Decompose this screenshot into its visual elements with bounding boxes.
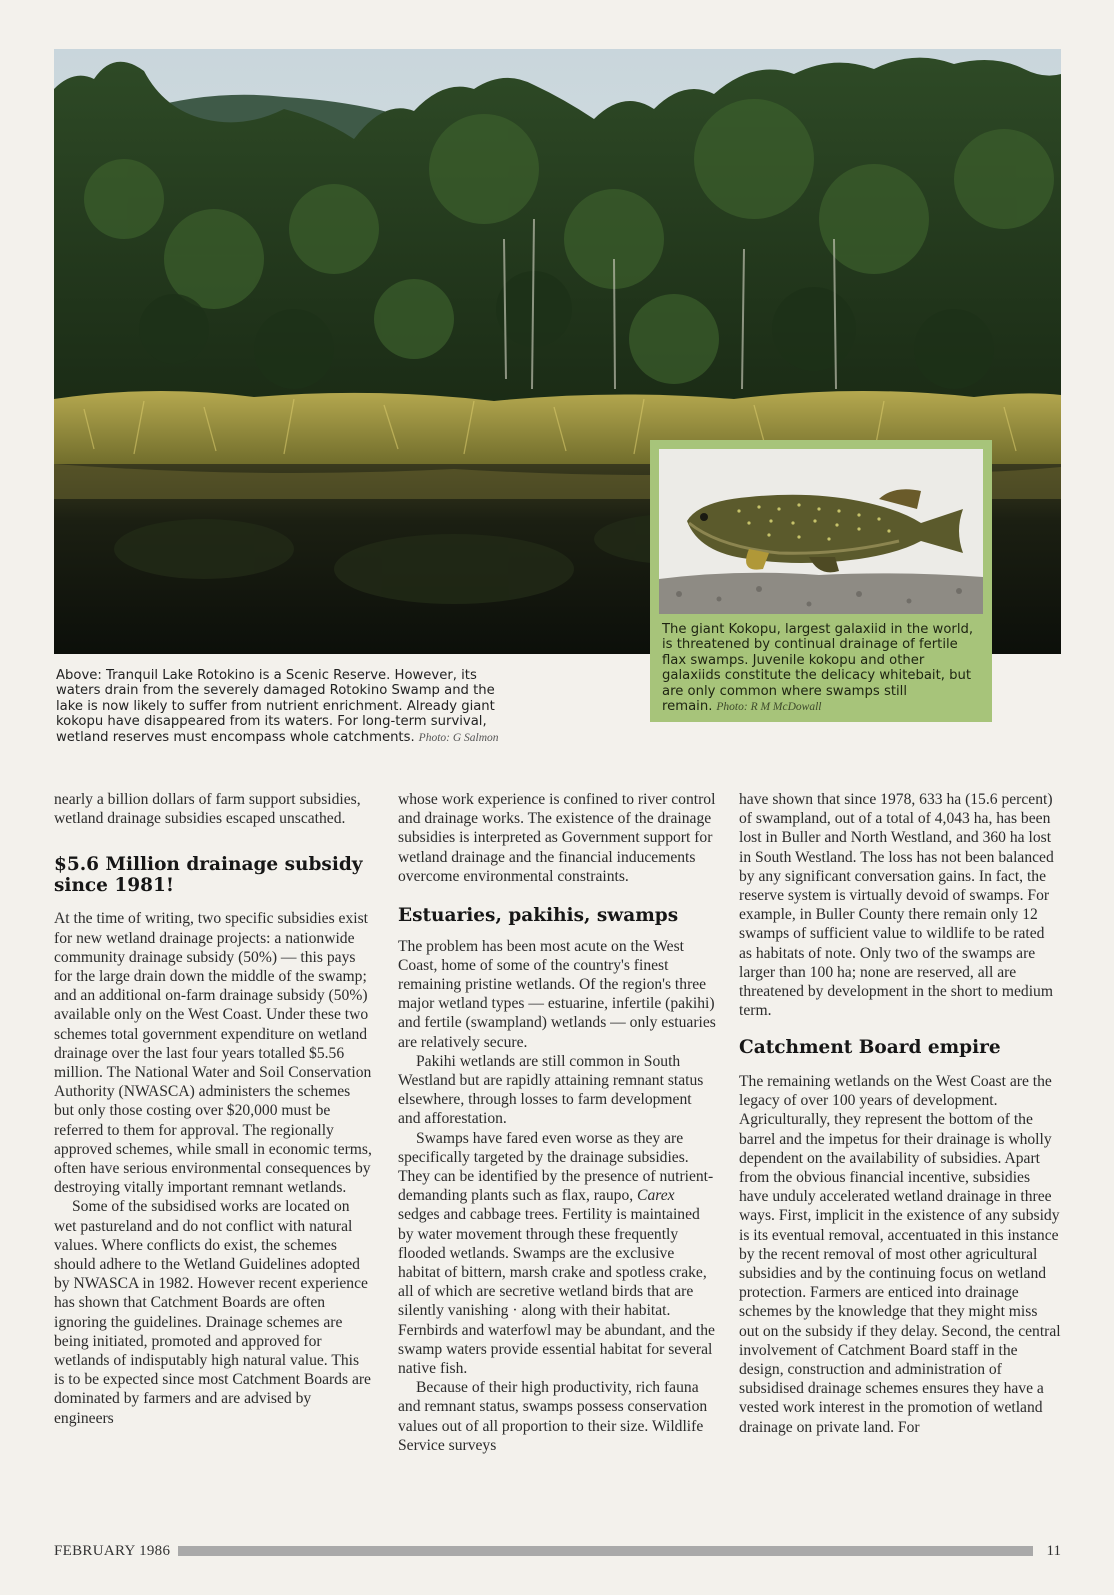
carex-italic: Carex xyxy=(637,1187,675,1205)
inset-caption xyxy=(662,622,984,715)
paragraph: Because of their high productivity, rich fauna and remnant status, swamps possess conservation values out of all proportion to their size. Wildlife Service surveys xyxy=(398,1379,708,1454)
issue-date: FEBRUARY 1986 xyxy=(54,1543,171,1559)
giant-kokopu-fish-image xyxy=(659,449,983,614)
photo-credit: Photo: G Salmon xyxy=(418,731,499,744)
article-column-3 xyxy=(739,790,1061,1437)
paragraph: Some of the subsidised works are located on wet pastureland and do not conflict with natural values. Where conflicts do exist, the schemes should adhere to the Wetland Guidelines adopted by NWASCA in 1982. However recent experience has shown that Catchment Boards are often ignoring the guidelines. Drainage schemes are being initiated, promoted and approved for wetlands of indisputably high natural value. This is to be expected since most Catchment Boards are dominated by farmers and are advised by engineers xyxy=(54,1198,371,1427)
paragraph-part: sedges and cabbage trees. Fertility is maintained by water movement through these frequently flooded wetlands. Swamps are the exclusive habitat of bittern, marsh crake and spotless crake, all of which are secretive wetland birds that are silently vanishing · along with their habitat. Fernbirds and waterfowl may be abundant, and the swamp waters provide essential habitat for several native fish. xyxy=(398,1206,715,1377)
footer-rule xyxy=(178,1546,1033,1556)
paragraph: whose work experience is confined to river control and drainage works. The existence of the drainage subsidies is interpreted as Government support for wetland drainage and the financial inducements overcome environmental constraints. xyxy=(398,791,716,885)
kokopu-photo xyxy=(659,449,983,614)
photo-caption xyxy=(56,668,518,746)
paragraph: nearly a billion dollars of farm support subsidies, wetland drainage subsidies escaped unscathed. xyxy=(54,791,361,828)
heading-estuaries-pakihis-swamps: Estuaries, pakihis, swamps xyxy=(398,905,679,927)
kokopu-inset xyxy=(650,440,992,722)
heading-catchment-board-empire: Catchment Board empire xyxy=(739,1037,1001,1059)
paragraph: At the time of writing, two specific subsidies exist for new wetland drainage projects: a nationwide community drainage subsidy (50%) — this pays for the large drain down the middle of the swamp; and an additional on-farm drainage subsidy (50%) available only on the West Coast. Under these two schemes total government expenditure on wetland drainage over the last four years totalled $5.56 million. The National Water and Soil Conservation Authority (NWASCA) administers the schemes but only those costing over $20,000 must be referred to them for approval. The regionally approved schemes, while small in economic terms, often have serious environmental consequences by destroying vitally important remnant wetlands. xyxy=(54,910,372,1197)
paragraph: The remaining wetlands on the West Coast are the legacy of over 100 years of development. Agriculturally, they represent the bottom of the barrel and the impetus for their drainage is wholly dependent on the availability of subsidies. Apart from the obvious financial incentive, subsidies have unduly accelerated wetland drainage in three ways. First, implicit in the existence of any subsidy is its eventual removal, accentuated in this instance by the recent removal of most other agricultural subsidies and by the continuing focus on wetland protection. Farmers are enticed into drainage schemes by the knowledge that they might miss out on the subsidy if they delay. Second, the central involvement of Catchment Board staff in the design, construction and administration of subsidised drainage schemes ensures they have a vested work interest in the promotion of wetland drainage on private land. For xyxy=(739,1072,1061,1436)
paragraph-part: Swamps have fared even worse as they are specifically targeted by the drainage subsidies. They can be identified by the presence of nutrient-demanding plants such as flax, raupo, xyxy=(398,1129,714,1205)
heading-drainage-subsidy: $5.6 Million drainage subsidy since 1981! xyxy=(54,854,363,896)
paragraph: Pakihi wetlands are still common in South Westland but are rapidly attaining remnant status elsewhere, through losses to farm development and afforestation. xyxy=(398,1052,704,1128)
photo-caption-text: Above: Tranquil Lake Rotokino is a Scenic Reserve. However, its waters drain from the severely damaged Rotokino Swamp and the lake is now likely to suffer from nutrient enrichment. Already giant kokopu have disappeared from its waters. For long-term survival, wetland reserves must encompass whole catchments. xyxy=(56,668,495,745)
paragraph xyxy=(398,1129,716,1379)
inset-photo-credit: Photo: R M McDowall xyxy=(716,701,822,714)
page-footer xyxy=(54,1542,1061,1560)
article-column-1 xyxy=(54,790,372,1428)
page-number: 11 xyxy=(1046,1543,1061,1559)
paragraph: The problem has been most acute on the West Coast, home of some of the country's finest remaining pristine wetlands. Of the region's three major wetland types — estuarine, infertile (pakihi) and fertile (swampland) wetlands — only estuaries are relatively secure. xyxy=(398,937,716,1051)
article-column-2 xyxy=(398,790,716,1455)
inset-caption-text: The giant Kokopu, largest galaxiid in the world, is threatened by continual drainage of fertile flax swamps. Juvenile kokopu and other galaxiids constitute the delicacy whitebait, but are only common where swamps still remain. xyxy=(662,622,974,715)
paragraph: have shown that since 1978, 633 ha (15.6 percent) of swampland, out of a total of 4,043 ha, has been lost in Buller and North Westland, and 360 ha lost in South Westland. The loss has not been balanced by any significant conversation gains. In fact, the reserve system is virtually devoid of swamps. For example, in Buller County there remain only 12 swamps of sufficient value to wildlife to be rated as habitats of note. Only two of the swamps are larger than 100 ha; none are reserved, all are threatened by development in the short to medium term. xyxy=(739,791,1054,1020)
